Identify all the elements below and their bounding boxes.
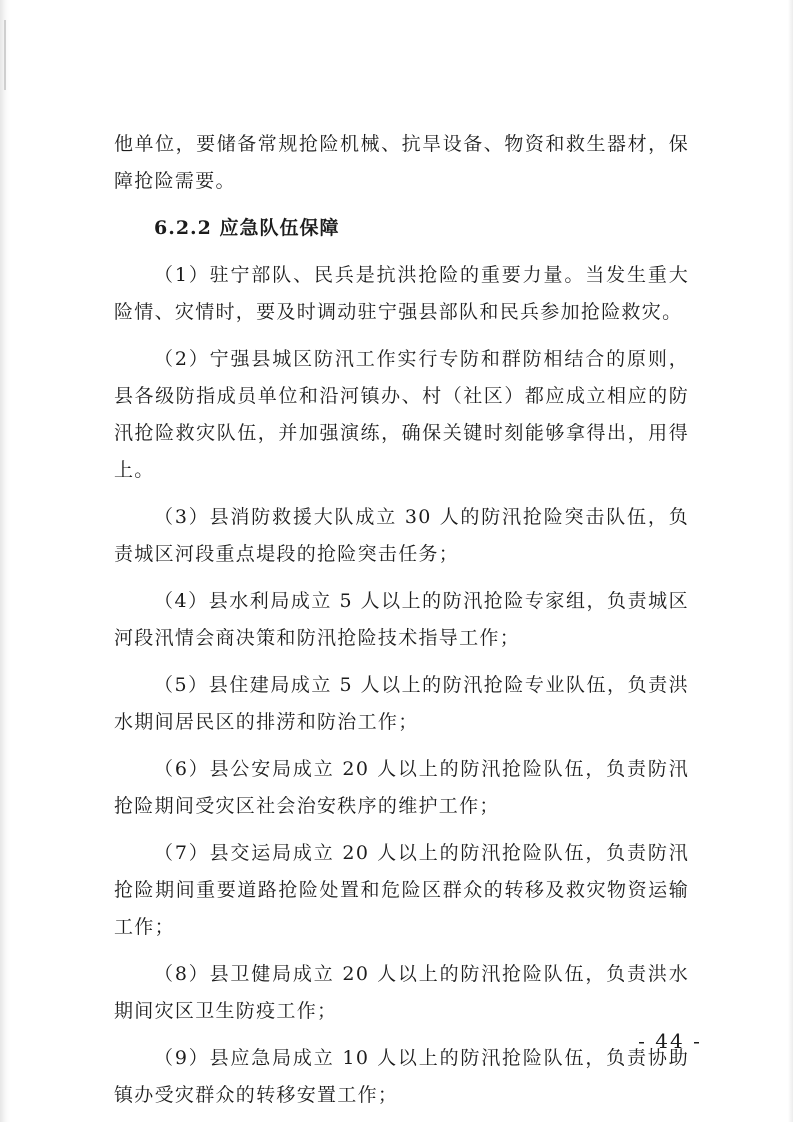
list-item-4: （4）县水利局成立 5 人以上的防汛抢险专家组，负责城区河段汛情会商决策和防汛抢险技术指导工作； <box>114 590 689 649</box>
document-body <box>114 126 689 1124</box>
scan-edge-left <box>0 0 10 1122</box>
list-item-5: （5）县住建局成立 5 人以上的防汛抢险专业队伍，负责洪水期间居民区的排涝和防治工作； <box>114 674 689 733</box>
list-item-2: （2）宁强县城区防汛工作实行专防和群防相结合的原则，县各级防指成员单位和沿河镇办、村（社区）都应成立相应的防汛抢险救灾队伍，并加强演练，确保关键时刻能够拿得出，用得上。 <box>114 348 689 481</box>
list-item-7: （7）县交运局成立 20 人以上的防汛抢险队伍，负责防汛抢险期间重要道路抢险处置和危险区群众的转移及救灾物资运输工作； <box>114 842 689 938</box>
scan-binding-mark <box>4 20 6 90</box>
page-number: - 44 - <box>638 1029 702 1053</box>
list-item-8: （8）县卫健局成立 20 人以上的防汛抢险队伍，负责洪水期间灾区卫生防疫工作； <box>114 963 689 1022</box>
list-item-9: （9）县应急局成立 10 人以上的防汛抢险队伍，负责协助镇办受灾群众的转移安置工作； <box>114 1047 689 1106</box>
list-item-1: （1）驻宁部队、民兵是抗洪抢险的重要力量。当发生重大险情、灾情时，要及时调动驻宁强县部队和民兵参加抢险救灾。 <box>114 264 689 323</box>
section-heading: 6.2.2 应急队伍保障 <box>154 217 340 239</box>
intro-paragraph: 他单位，要储备常规抢险机械、抗旱设备、物资和救生器材，保障抢险需要。 <box>114 133 689 192</box>
list-item-3: （3）县消防救援大队成立 30 人的防汛抢险突击队伍，负责城区河段重点堤段的抢险突击任务； <box>114 506 689 565</box>
scan-edge-right <box>788 0 793 1122</box>
list-item-6: （6）县公安局成立 20 人以上的防汛抢险队伍，负责防汛抢险期间受灾区社会治安秩序的维护工作； <box>114 758 689 817</box>
